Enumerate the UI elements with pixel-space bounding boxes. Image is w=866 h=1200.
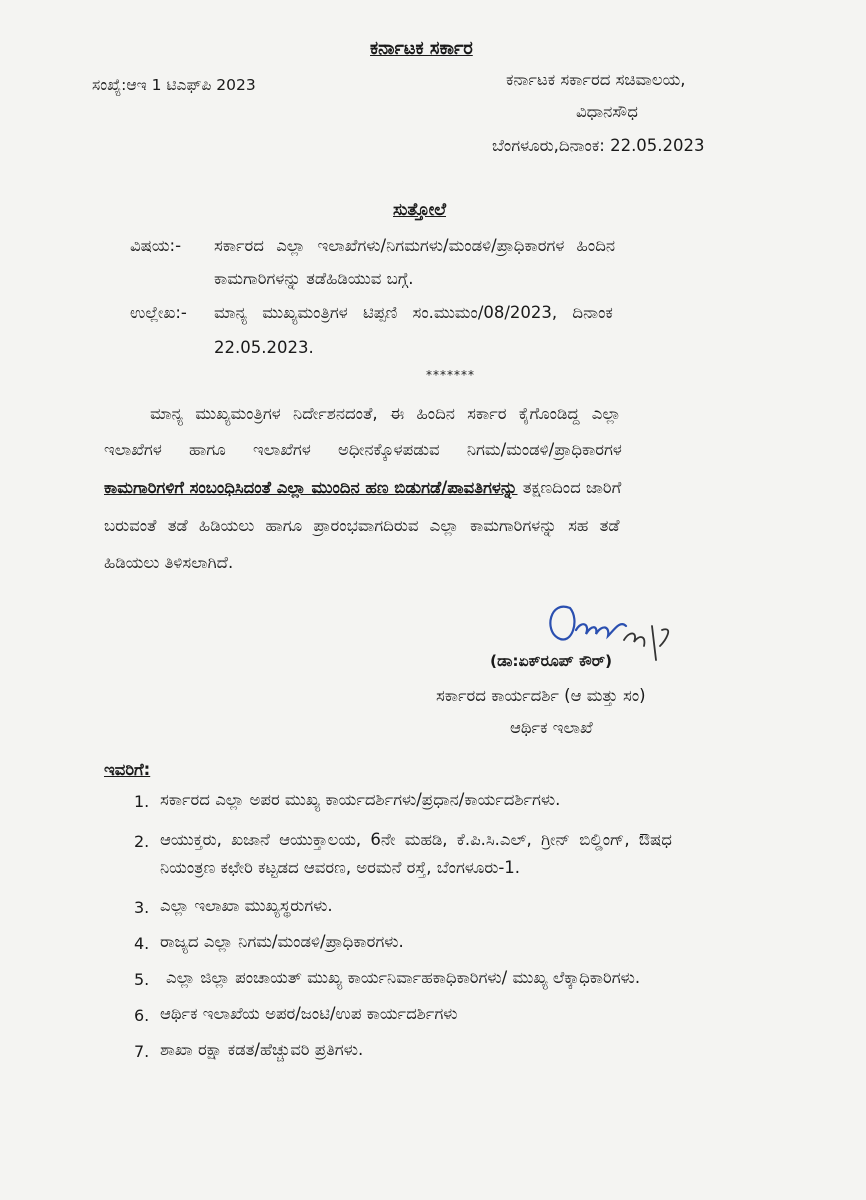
recipient-text: ಆರ್ಥಿಕ ಇಲಾಖೆಯ ಅಪರ/ಜಂಟಿ/ಉಪ ಕಾರ್ಯದರ್ಶಿಗಳು (160, 1004, 458, 1023)
address-vidhana-soudha: ವಿಧಾನಸೌಧ (576, 102, 638, 121)
separator-stars: ******* (426, 368, 475, 382)
recipient-text: ಸರ್ಕಾರದ ಎಲ್ಲಾ ಅಪರ ಮುಖ್ಯ ಕಾರ್ಯದರ್ಶಿಗಳು/ಪ್ರಧಾನ/ಕಾರ್ಯದರ್ಶಿಗಳು. (160, 790, 561, 809)
reference-line-2: 22.05.2023. (214, 338, 314, 357)
signatory-designation: ಸರ್ಕಾರದ ಕಾರ್ಯದರ್ಶಿ (ಆ ಮತ್ತು ಸಂ) (436, 686, 646, 705)
recipient-text: ಶಾಖಾ ರಕ್ಷಾ ಕಡತ/ಹೆಚ್ಚುವರಿ ಪ್ರತಿಗಳು. (160, 1040, 364, 1059)
body-line-2: ಇಲಾಖೆಗಳ ಹಾಗೂ ಇಲಾಖೆಗಳ ಅಧೀನಕ್ಕೊಳಪಡುವ ನಿಗಮ/ಮಂಡಳಿ/ಪ್ರಾಧಿಕಾರಗಳ (104, 440, 622, 459)
subject-line-2: ಕಾಮಗಾರಿಗಳನ್ನು ತಡೆಹಿಡಿಯುವ ಬಗ್ಗೆ. (214, 269, 414, 288)
government-title: ಕರ್ನಾಟಕ ಸರ್ಕಾರ (370, 38, 473, 59)
circular-title: ಸುತ್ತೋಲೆ (393, 200, 447, 220)
body-line-3-rest: ತಕ್ಷಣದಿಂದ ಜಾರಿಗೆ (522, 478, 622, 497)
subject-line-1: ಸರ್ಕಾರದ ಎಲ್ಲಾ ಇಲಾಖೆಗಳು/ನಿಗಮಗಳು/ಮಂಡಳಿ/ಪ್ರಾಧಿಕಾರಗಳ ಹಿಂದಿನ (214, 236, 616, 255)
recipient-number: 6. (134, 1006, 150, 1025)
reference-line-1: ಮಾನ್ಯ ಮುಖ್ಯಮಂತ್ರಿಗಳ ಟಿಪ್ಪಣಿ ಸಂ.ಮುಮಂ/08/2023, ದಿನಾಂಕ (214, 303, 613, 322)
recipient-text: ರಾಜ್ಯದ ಎಲ್ಲಾ ನಿಗಮ/ಮಂಡಳಿ/ಪ್ರಾಧಿಕಾರಗಳು. (160, 932, 404, 951)
recipients-heading: ಇವರಿಗೆ: (104, 760, 151, 779)
recipient-number: 2. (134, 832, 150, 851)
subject-label: ವಿಷಯ:- (130, 236, 182, 255)
recipient-number: 1. (134, 792, 150, 811)
address-secretariat: ಕರ್ನಾಟಕ ಸರ್ಕಾರದ ಸಚಿವಾಲಯ, (506, 70, 686, 89)
reference-label: ಉಲ್ಲೇಖ:- (130, 303, 187, 322)
recipient-number: 4. (134, 934, 150, 953)
body-line-3 (104, 478, 621, 498)
recipient-text: ಎಲ್ಲಾ ಜಿಲ್ಲಾ ಪಂಚಾಯತ್ ಮುಖ್ಯ ಕಾರ್ಯನಿರ್ವಾಹಕಾಧಿಕಾರಿಗಳು/ ಮುಖ್ಯ ಲೆಕ್ಕಾಧಿಕಾರಿಗಳು. (166, 968, 641, 987)
body-emphasis: ಕಾಮಗಾರಿಗಳಿಗೆ ಸಂಬಂಧಿಸಿದಂತೆ ಎಲ್ಲಾ ಮುಂದಿನ ಹಣ ಬಿಡುಗಡೆ/ಪಾವತಿಗಳನ್ನು (104, 478, 518, 497)
body-line-1: ಮಾನ್ಯ ಮುಖ್ಯಮಂತ್ರಿಗಳ ನಿರ್ದೇಶನದಂತೆ, ಈ ಹಿಂದಿನ ಸರ್ಕಾರ ಕೈಗೊಂಡಿದ್ದ ಎಲ್ಲಾ (150, 404, 621, 423)
body-line-4: ಬರುವಂತೆ ತಡೆ ಹಿಡಿಯಲು ಹಾಗೂ ಪ್ರಾರಂಭವಾಗದಿರುವ ಎಲ್ಲಾ ಕಾಮಗಾರಿಗಳನ್ನು ಸಹ ತಡೆ (104, 516, 620, 535)
reference-number: ಸಂಖ್ಯೆ:ಆಇ 1 ಟಿಎಫ್‌ಪಿ 2023 (92, 76, 256, 94)
recipient-number: 3. (134, 898, 150, 917)
signatory-department: ಆರ್ಥಿಕ ಇಲಾಖೆ (510, 718, 593, 737)
recipient-text-continued: ನಿಯಂತ್ರಣ ಕಛೇರಿ ಕಟ್ಟಡದ ಆವರಣ, ಅರಮನೆ ರಸ್ತೆ, ಬೆಂಗಳೂರು-1. (160, 858, 521, 877)
signatory-name: (ಡಾ:ಏಕ್‌ರೂಪ್ ಕೌರ್) (490, 652, 613, 670)
recipient-text: ಎಲ್ಲಾ ಇಲಾಖಾ ಮುಖ್ಯಸ್ಥರುಗಳು. (160, 896, 333, 915)
recipient-text: ಆಯುಕ್ತರು, ಖಜಾನೆ ಆಯುಕ್ತಾಲಯ, 6ನೇ ಮಹಡಿ, ಕೆ.ಪಿ.ಸಿ.ಎಲ್, ಗ್ರೀನ್ ಬಿಲ್ಡಿಂಗ್, ಔಷಧ (160, 830, 672, 849)
recipient-number: 5. (134, 970, 150, 989)
body-line-5: ಹಿಡಿಯಲು ತಿಳಿಸಲಾಗಿದೆ. (104, 553, 234, 572)
recipient-number: 7. (134, 1042, 150, 1061)
address-place-date: ಬೆಂಗಳೂರು,ದಿನಾಂಕ: 22.05.2023 (492, 136, 705, 155)
